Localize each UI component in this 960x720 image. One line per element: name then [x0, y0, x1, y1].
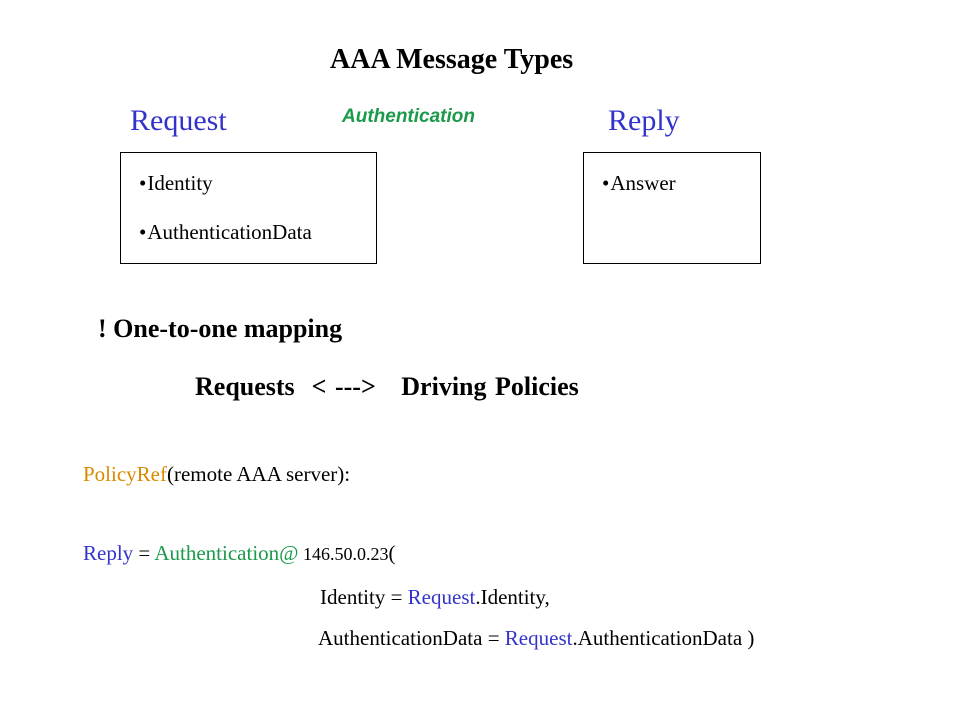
- request-keyword: Request: [504, 626, 573, 650]
- relation-line: [195, 372, 579, 402]
- relation-left: Requests: [195, 372, 295, 401]
- authentication-keyword: Authentication@: [154, 541, 299, 565]
- reply-label: Reply: [608, 104, 680, 137]
- authdata-line: [318, 626, 754, 651]
- request-item-authenticationdata: •AuthenticationData: [139, 220, 312, 244]
- policyref-text: (remote AAA server):: [167, 462, 351, 486]
- policyref-line: [83, 462, 350, 487]
- relation-arrow: < --->: [311, 372, 376, 401]
- reply-assignment-line: [83, 541, 396, 566]
- reply-item-answer: •Answer: [602, 171, 676, 195]
- request-box: [120, 152, 377, 264]
- equals-sign: =: [385, 585, 408, 609]
- request-keyword: Request: [407, 585, 476, 609]
- identity-ref: .Identity,: [475, 585, 550, 609]
- authentication-label: Authentication: [342, 106, 475, 127]
- equals-sign: =: [482, 626, 505, 650]
- ip-address: 146.50.0.23: [298, 544, 389, 564]
- authdata-ref: .AuthenticationData ): [572, 626, 755, 650]
- request-item-identity: •Identity: [139, 171, 213, 195]
- identity-field: Identity: [320, 585, 386, 609]
- page-title: AAA Message Types: [330, 44, 574, 75]
- policyref-keyword: PolicyRef: [83, 462, 167, 486]
- reply-keyword: Reply: [83, 541, 134, 565]
- authdata-field: AuthenticationData: [318, 626, 483, 650]
- relation-right: Driving Policies: [401, 372, 579, 401]
- bullet-icon: •: [139, 171, 147, 195]
- equals-sign: =: [133, 541, 155, 565]
- bullet-icon: •: [602, 171, 610, 195]
- mapping-note: ! One-to-one mapping: [98, 314, 343, 343]
- bullet-icon: •: [139, 220, 147, 244]
- request-label: Request: [130, 104, 227, 137]
- reply-box: [583, 152, 761, 264]
- identity-line: [320, 585, 550, 610]
- open-paren: (: [388, 541, 396, 565]
